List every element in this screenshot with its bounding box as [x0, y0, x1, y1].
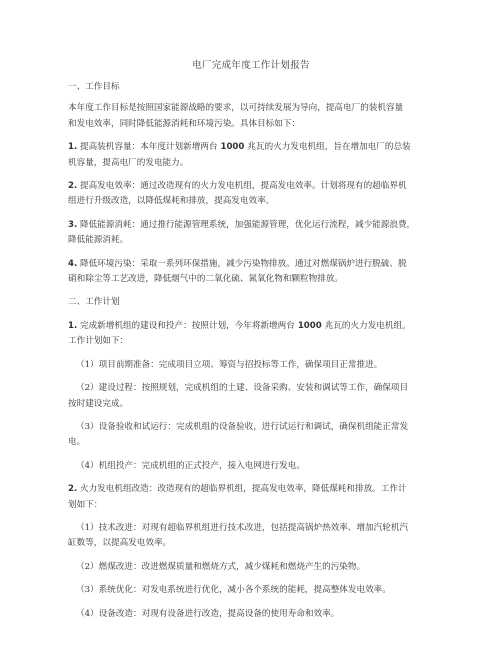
section-2-heading: 二、工作计划 [68, 297, 120, 308]
plan-1-text-b: 兆瓦的火力发电机组。 [324, 320, 411, 331]
goal-4-line-2: 硝和除尘等工艺改进，降低烟气中的二氧化硫、氮氧化物和颗粒物排放。 [68, 274, 344, 285]
plan-1-step-3-line-2: 电。 [68, 437, 86, 448]
goal-4-text: 降低环境污染：采取一系列环保措施，减少污染物排放。通过对燃煤锅炉进行脱硫、脱 [77, 258, 407, 269]
document-body [68, 80, 438, 622]
plan-2-number: 2. [68, 484, 78, 495]
plan-1-step-2-line-1: （2）建设过程：按照规划，完成机组的土建、设备采购、安装和调试等工作，确保项目 [76, 383, 409, 394]
plan-1-step-3-line-1: （3）设备验收和试运行：完成机组的设备验收，进行试运行和调试，确保机组能正常发 [76, 421, 409, 432]
goal-2-number: 2. [68, 181, 78, 192]
document-title: 电厂完成年度工作计划报告 [192, 60, 310, 71]
plan-2-text: 火力发电机组改造：改造现有的超临界机组，提高发电效率，降低煤耗和排放。工作计 [77, 484, 407, 495]
section-1-intro-line-1: 本年度工作目标是按照国家能源战略的要求，以可持续发展为导向，提高电厂的装机容量 [68, 103, 404, 114]
plan-1-step-1: （1）项目前期准备：完成项目立项、筹资与招投标等工作，确保项目正常推进。 [76, 359, 383, 370]
goal-3-line-2: 降低能源消耗。 [68, 235, 129, 246]
goal-2-line-2: 组进行升级改造，以降低煤耗和排放，提高发电效率。 [68, 196, 275, 207]
plan-1-text-a: 完成新增机组的建设和投产：按照计划，今年将新增两台 [77, 320, 295, 331]
section-1-heading: 一、工作目标 [68, 82, 120, 92]
goal-1-number: 1. [68, 142, 78, 153]
plan-1-number: 1. [68, 320, 78, 331]
plan-1-step-4: （4）机组投产：完成机组的正式投产，接入电网进行发电。 [76, 460, 305, 471]
goal-3-number: 3. [68, 219, 78, 230]
goal-3-line-1 [68, 218, 438, 233]
plan-2-step-1-line-2: 缸数等，以提高发电效率。 [68, 538, 172, 549]
plan-2-step-4: （4）设备改造：对现有设备进行改造，提高设备的使用寿命和效率。 [76, 608, 340, 619]
plan-2-step-1-line-1: （1）技术改进：对现有超临界机组进行技术改进，包括提高锅炉热效率、增加汽轮机汽 [76, 522, 409, 533]
goal-1-line-1 [68, 140, 438, 155]
plan-2-step-2: （2）燃煤改进：改进燃煤质量和燃烧方式，减少煤耗和燃烧产生的污染物。 [76, 561, 366, 572]
goal-4-number: 4. [68, 258, 78, 269]
plan-1-line-1 [68, 319, 438, 334]
goal-1-text-a: 提高装机容量：本年度计划新增两台 [77, 142, 218, 153]
goal-1-capacity: 1000 [217, 142, 248, 153]
goal-2-text: 提高发电效率：通过改造现有的火力发电机组，提高发电效率。计划将现有的超临界机 [77, 181, 407, 192]
goal-2-line-1 [68, 179, 438, 194]
goal-1-line-2: 机容量，提高电厂的发电能力。 [68, 157, 189, 168]
plan-1-step-2-line-2: 按时建设完成。 [68, 398, 129, 409]
plan-2-line-1 [68, 482, 438, 497]
plan-1-capacity: 1000 [294, 320, 325, 331]
plan-2-step-3: （3）系统优化：对发电系统进行优化，减小各个系统的能耗，提高整体发电效率。 [76, 585, 391, 596]
goal-4-line-1 [68, 257, 438, 272]
goal-1-text-b: 兆瓦的火力发电机组，旨在增加电厂的总装 [247, 142, 411, 153]
section-1-intro-line-2: 和发电效率，同时降低能源消耗和环境污染。具体目标如下： [68, 118, 301, 129]
goal-3-text: 降低能源消耗：通过推行能源管理系统，加强能源管理，优化运行流程，减少能源浪费， [77, 219, 416, 230]
plan-1-line-2: 工作计划如下： [68, 336, 129, 347]
plan-2-line-2: 划如下： [68, 499, 103, 510]
